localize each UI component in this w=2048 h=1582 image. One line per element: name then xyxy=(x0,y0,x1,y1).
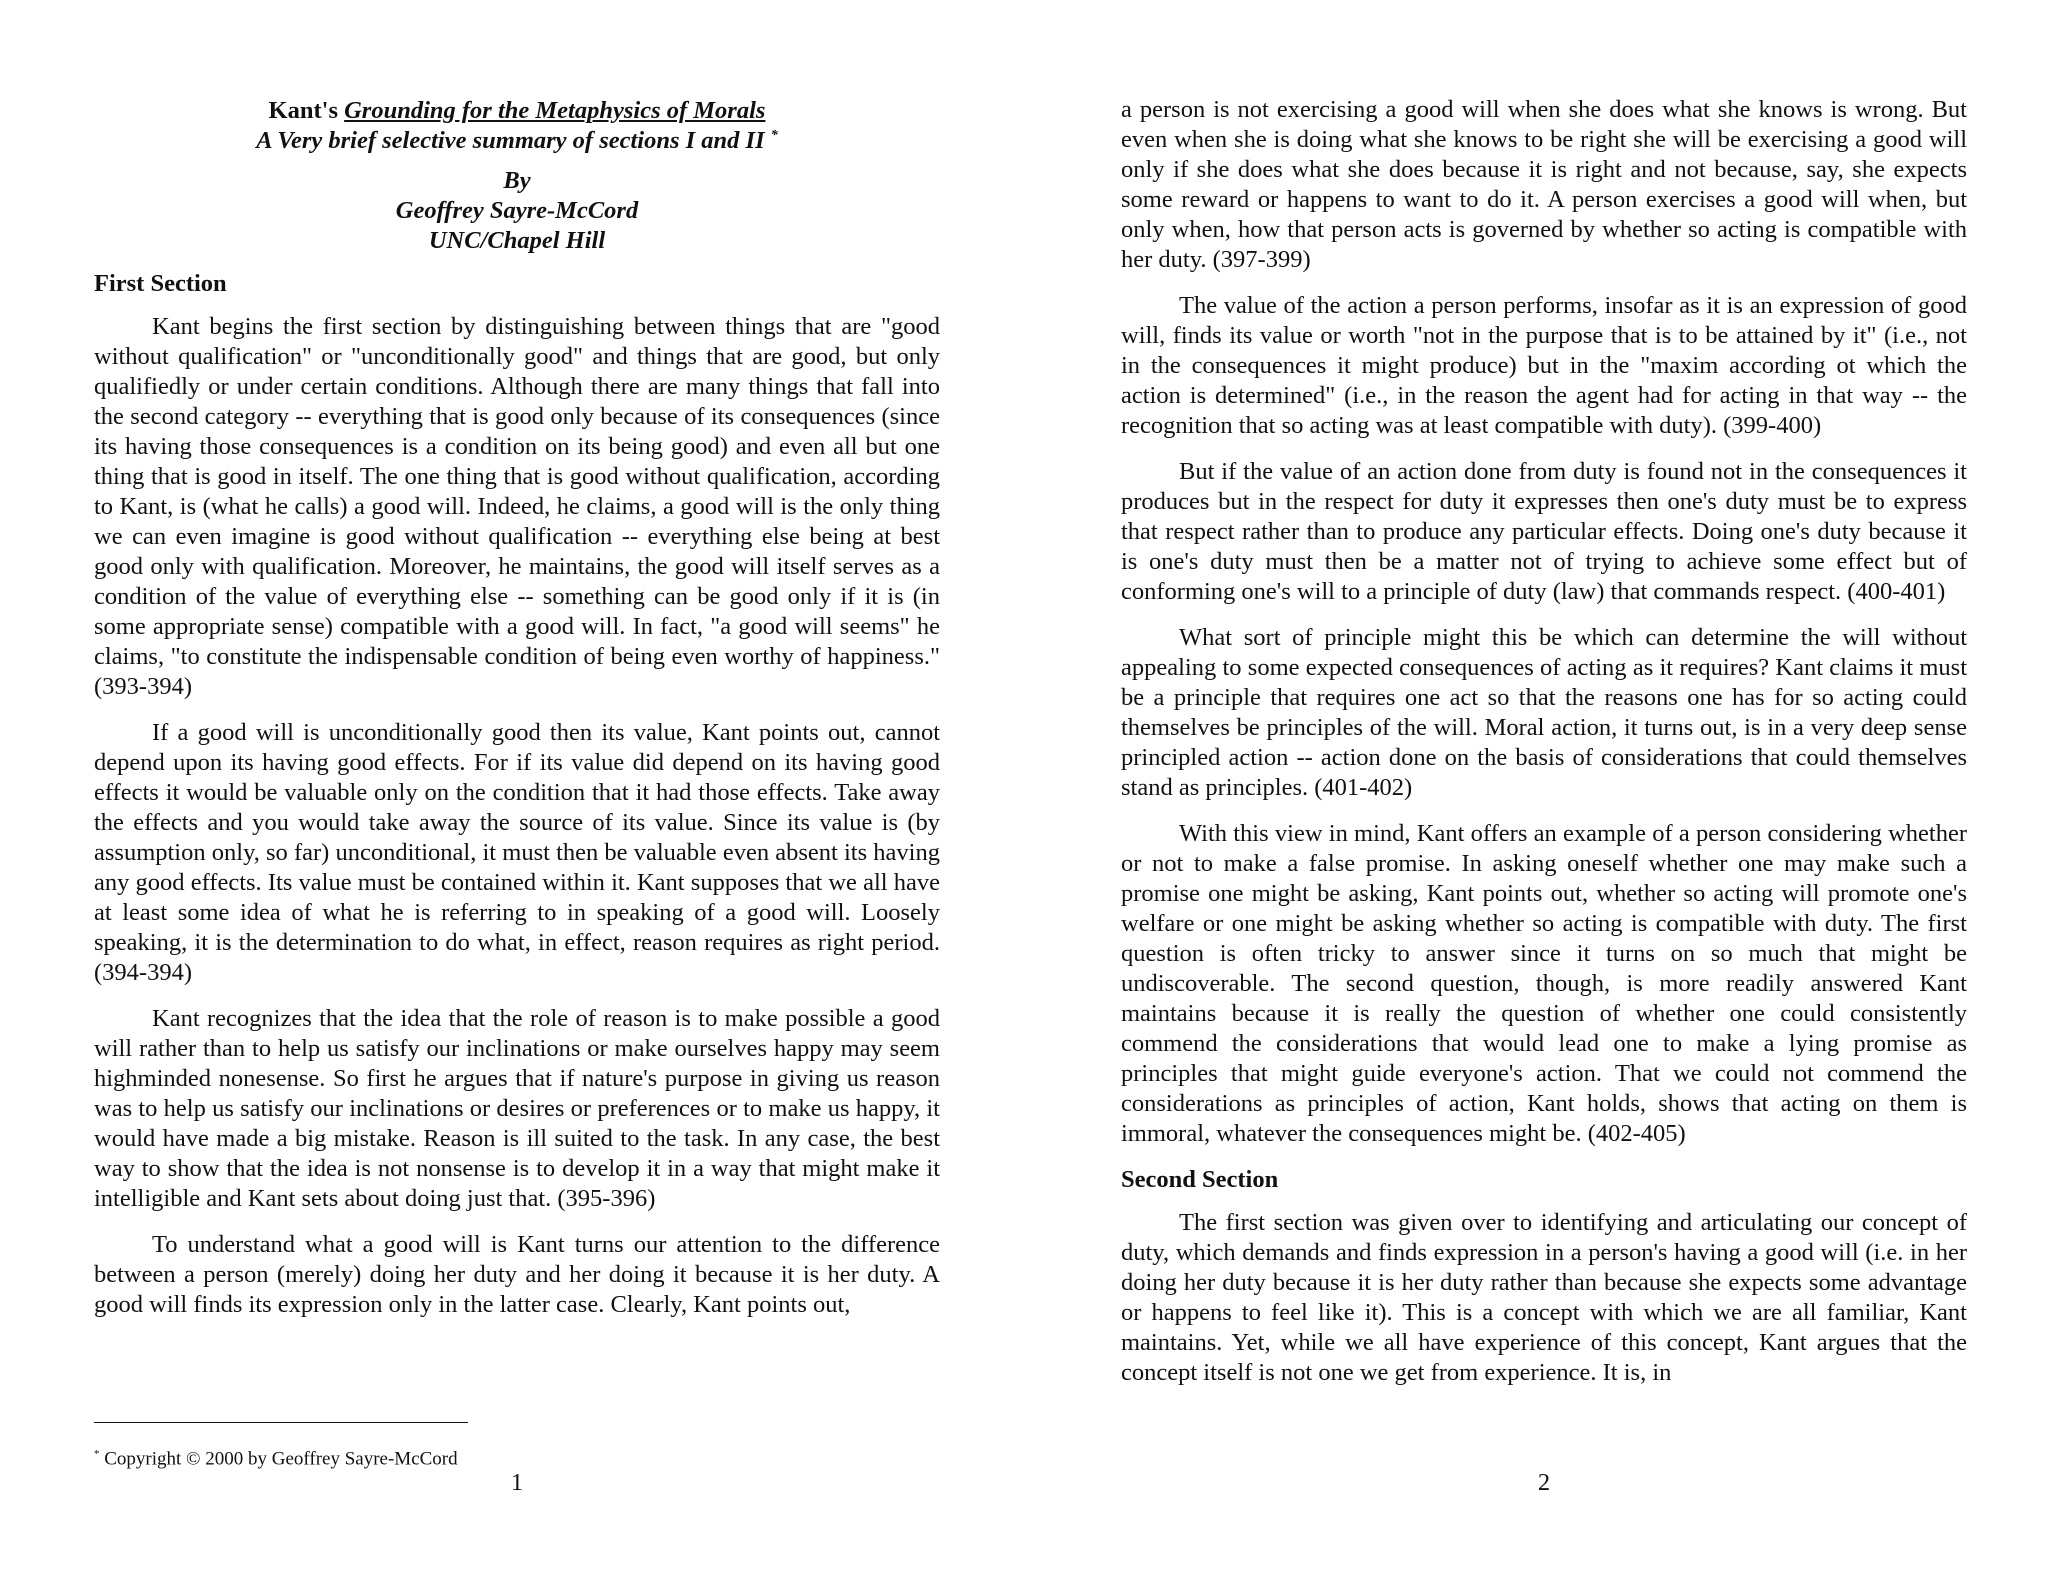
document-title xyxy=(94,96,940,126)
page-number: 2 xyxy=(1537,1469,1551,1496)
section-heading-first: First Section xyxy=(94,270,227,297)
paragraph-continued: a person is not exercising a good will when she does what she knows is wrong. But even when she is doing what she knows to be right she will be exercising a good will only if she does what she does because it is right and not because, say, she expects some reward or happens to want to do it. A person exercises a good will when, but only when, how that person acts is governed by whether so acting is compatible with her duty. (397-399) xyxy=(1121,96,1967,273)
byline xyxy=(94,166,940,256)
paragraph: What sort of principle might this be which can determine the will without appealing to some expected consequences of acting as it requires? Kant claims it must be a principle that requires one act so that the reasons one has for so acting could themselves be principles of the will. Moral action, it turns out, is in a very deep sense principled action -- action done on the basis of considerations that could themselves stand as principles. (401-402) xyxy=(1121,624,1967,801)
paragraph: The first section was given over to identifying and articulating our concept of duty, which demands and finds expression in a person's having a good will (i.e. in her doing her duty because it is her duty rather than because she expects some advantage or happens to feel like it). This is a concept with which we are all familiar, Kant maintains. Yet, while we all have experience of this concept, Kant argues that the concept itself is not one we get from experience. It is, in xyxy=(1121,1209,1967,1386)
author-affiliation: UNC/Chapel Hill xyxy=(428,227,606,254)
paragraph: If a good will is unconditionally good then its value, Kant points out, cannot depend upon its having good effects. For if its value did depend on its having good effects it would be valuable only on the condition that it had those effects. Take away the effects and you would take away the source of its value. Since its value is (by assumption only, so far) unconditional, it must then be valuable even absent its having any good effects. Its value must be contained within it. Kant supposes that we all have at least some idea of what he is referring to in speaking of a good will. Loosely speaking, it is the determination to do what, in effect, reason requires as right period. (394-394) xyxy=(94,719,940,986)
title-prefix: Kant's xyxy=(268,97,345,124)
paragraph: With this view in mind, Kant offers an example of a person considering whether or not to make a false promise. In asking oneself whether one may make such a promise one might be asking, Kant points out, whether so acting will promote one's welfare or one might be asking whether so acting is compatible with duty. The first question is often tricky to answer since it turns on so much that might be undiscoverable. The second question, though, is more readily answered Kant maintains because it is really the question of whether one could consistently commend the considerations that would lead one to make a lying promise as principles that might guide everyone's action. That we could not commend the considerations as principles of action, Kant holds, shows that acting on them is immoral, whatever the consequences might be. (402-405) xyxy=(1121,820,1967,1147)
footnote-divider xyxy=(94,1422,468,1423)
page-2 xyxy=(1121,0,1967,1496)
book-title: Grounding for the Metaphysics of Morals xyxy=(344,97,766,124)
footnote-text: Copyright © 2000 by Geoffrey Sayre-McCord xyxy=(99,1448,458,1470)
page-number: 1 xyxy=(510,1469,524,1496)
section-heading-second: Second Section xyxy=(1121,1166,1279,1193)
paragraph: To understand what a good will is Kant turns our attention to the difference between a person (merely) doing her duty and her doing it because it is her duty. A good will finds its expression only in the latter case. Clearly, Kant points out, xyxy=(94,1231,940,1318)
paragraph: Kant begins the first section by distinguishing between things that are "good without qualification" or "unconditionally good" and things that are good, but only qualifiedly or under certain conditions. Although there are many things that fall into the second category -- everything that is good only because of its consequences (since its having those consequences is a condition on its being good) and even all but one thing that is good in itself. The one thing that is good without qualification, according to Kant, is (what he calls) a good will. Indeed, he claims, a good will is the only thing we can even imagine is good without qualification -- everything else being at best good only with qualification. Moreover, he maintains, the good will itself serves as a condition of the value of everything else -- something can be good only if it is (in some appropriate sense) compatible with a good will. In fact, "a good will seems" he claims, "to constitute the indispensable condition of being even worthy of happiness." (393-394) xyxy=(94,313,940,700)
footnote xyxy=(94,1442,458,1471)
subtitle-text: A Very brief selective summary of sections I and II xyxy=(256,127,765,154)
paragraph: Kant recognizes that the idea that the role of reason is to make possible a good will rather than to help us satisfy our inclinations or make ourselves happy may seem highminded nonesense. So first he argues that if nature's purpose in giving us reason was to help us satisfy our inclinations or desires or preferences or to make us happy, it would have made a big mistake. Reason is ill suited to the task. In any case, the best way to show that the idea is not nonsense is to develop it in a way that might make it intelligible and Kant sets about doing just that. (395-396) xyxy=(94,1005,940,1212)
page-1 xyxy=(94,0,940,1496)
footnote-marker: * xyxy=(94,1448,100,1460)
document-subtitle xyxy=(94,126,940,156)
footnote-marker: * xyxy=(770,127,778,143)
paragraph: The value of the action a person performs, insofar as it is an expression of good will, finds its value or worth "not in the purpose that is to be attained by it" (i.e., not in the consequences it might produce) but in the "maxim according ot which the action is determined" (i.e., in the reason the agent had for acting in that way -- the recognition that so acting was at least compatible with duty). (399-400) xyxy=(1121,292,1967,439)
author-name: Geoffrey Sayre-McCord xyxy=(395,197,639,224)
byline-by: By xyxy=(503,167,531,194)
paragraph: But if the value of an action done from duty is found not in the consequences it produces but in the respect for duty it expresses then one's duty must be to express that respect rather than to produce any particular effects. Doing one's duty because it is one's duty must then be a matter not of trying to achieve some effect but of conforming one's will to a principle of duty (law) that commands respect. (400-401) xyxy=(1121,458,1967,605)
